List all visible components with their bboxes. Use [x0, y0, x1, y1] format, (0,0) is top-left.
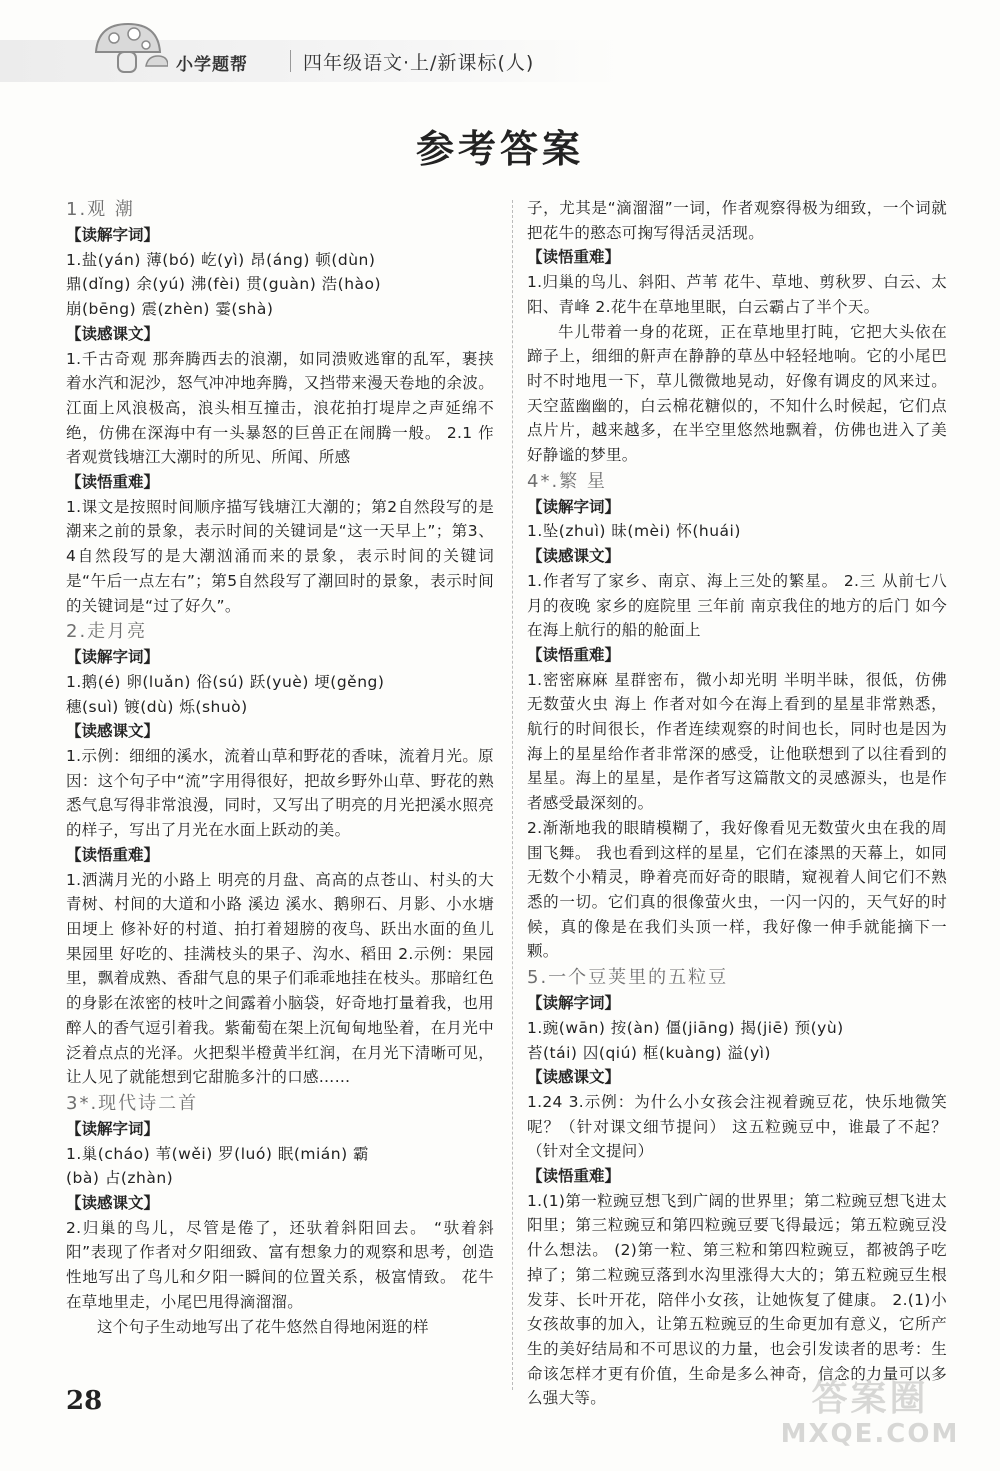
watermark-url: MXQE.COM	[780, 1419, 960, 1449]
section-heading: 【读感课文】	[66, 1194, 160, 1213]
answer-paragraph: 1.作者写了家乡、南京、海上三处的繁星。 2.三 从前七八月的夜晚 家乡的庭院里 三年前 南京我住的地方的后门 如今 在海上航行的船的舱面上	[527, 571, 947, 640]
page-title: 参考答案	[415, 127, 584, 171]
answer-paragraph: 1.归巢的鸟儿、斜阳、芦苇 花牛、草地、剪秋罗、白云、太阳、青峰 2.花牛在草地里眠，白云霸占了半个天。	[527, 273, 947, 316]
answer-paragraph: 1.24 3.示例：为什么小女孩会注视着豌豆花，快乐地微笑呢？（针对课文细节提问） 这五粒豌豆中，谁最了不起？（针对全文提问）	[527, 1092, 947, 1161]
vocab-pinyin-row: (bà) 占(zhàn)	[66, 1169, 174, 1188]
answer-paragraph: 1.千古奇观 那奔腾西去的浪潮，如同溃败逃窜的乱军，裹挟着水汽和泥沙，怒气冲冲地奔腾，又挡带来漫天卷地的余波。江面上风浪极高，浪头相互撞击，浪花拍打堤岸之声延绵不绝，仿佛在深海中有一头暴怒的巨兽正在闹腾一般。 2.1 作者观赏钱塘江大潮时的所见、所闻、所感	[66, 349, 494, 467]
column-divider	[512, 200, 513, 1390]
section-heading: 【读悟重难】	[66, 845, 160, 864]
answer-paragraph: 1.示例：细细的溪水，流着山草和野花的香味，流着月光。原因：这个句子中“流”字用得很好，把故乡野外山草、野花的熟悉气息写得非常浪漫，同时，又写出了明亮的月光把溪水照亮的样子，写出了月光在水面上跃动的美。	[66, 747, 494, 840]
section-heading: 【读感课文】	[66, 722, 160, 741]
section-heading: 【读悟重难】	[527, 1167, 621, 1186]
section-heading: 【读感课文】	[527, 1068, 621, 1087]
header-divider	[290, 50, 291, 72]
answer-paragraph: 牛儿带着一身的花斑，正在草地里打盹，它把大头依在蹄子上，细细的鼾声在静静的草丛中轻轻地响。它的小尾巴时不时地甩一下，草儿微微地晃动，好像有调皮的风来过。天空蓝幽幽的，白云棉花糖似的，不知什么时候起，它们点点片片，越来越多，在半空里悠然地飘着，仿佛也进入了美好静谧的梦里。	[527, 322, 947, 465]
lesson-title: 3*.现代诗二首	[66, 1092, 199, 1114]
answer-paragraph: 1.洒满月光的小路上 明亮的月盘、高高的点苍山、村头的大青树、村间的大道和小路 溪边 溪水、鹅卵石、月影、小水塘 田埂上 修补好的村道、拍打着翅膀的夜鸟、跃出水面的鱼儿 果园里 好吃的、挂满枝头的果子、沟水、稻田 2.示例：果园里，飘着成熟、香甜气息的果子们乖乖地挂在枝头。那暗红色的身影在浓密的枝叶之间露着小脑袋，好奇地打量着我，也用醉人的香气逗引着我。紫葡萄在架上沉甸甸地坠着，在月光中泛着点点的光泽。火把梨半橙黄半红润，在月光下清晰可见，让人见了就能想到它甜脆多汁的口感……	[66, 870, 494, 1087]
lesson-title: 1.观 潮	[66, 199, 135, 220]
watermark-text: 答案圈	[811, 1378, 929, 1419]
vocab-pinyin-row: 穗(suì) 镀(dù) 烁(shuò)	[66, 697, 248, 716]
vocab-pinyin-row: 1.鹅(é) 卵(luǎn) 俗(sú) 跃(yuè) 埂(gěng)	[66, 672, 385, 691]
answer-paragraph: 子，尤其是“滴溜溜”一词，作者观察得极为细致，一个词就把花牛的憨态可掬写得活灵活现。	[527, 199, 947, 242]
section-heading: 【读感课文】	[527, 547, 621, 566]
section-heading: 【读解字词】	[66, 648, 160, 667]
section-heading: 【读感课文】	[66, 324, 160, 343]
vocab-pinyin-row: 1.巢(cháo) 苇(wěi) 罗(luó) 眠(mián) 霸	[66, 1144, 370, 1163]
vocab-pinyin-row: 崩(bēng) 震(zhèn) 霎(shà)	[66, 300, 274, 319]
answer-paragraph: 2.归巢的鸟儿，尽管是倦了，还驮着斜阳回去。 “驮着斜阳”表现了作者对夕阳细致、富有想象力的观察和思考，创造性地写出了鸟儿和夕阳一瞬间的位置关系，极富情致。 花牛在草地里走，小尾巴甩得滴溜溜。	[66, 1218, 494, 1311]
section-heading: 【读解字词】	[527, 497, 621, 516]
answer-paragraph: 1.密密麻麻 星群密布，微小却光明 半明半昧，很低，仿佛无数萤火虫 海上 作者对如今在海上看到的星星非常熟悉，航行的时间很长，作者连续观察的时间也长，同时也是因为海上的星星给作者非常深的感受，让他联想到了以往看到的星星。海上的星星，是作者写这篇散文的灵感源头，也是作者感受最深刻的。	[527, 670, 947, 813]
section-heading: 【读悟重难】	[527, 248, 621, 267]
page-number: 28	[66, 1386, 103, 1416]
vocab-pinyin-row: 鼎(dǐng) 余(yú) 沸(fèi) 贯(guàn) 浩(hào)	[66, 275, 382, 294]
brand-name: 小学题帮	[176, 55, 248, 75]
left-column	[66, 196, 494, 1339]
lesson-title: 5.一个豆荚里的五粒豆	[527, 967, 729, 989]
book-title: 四年级语文·上/新课标(人)	[303, 52, 535, 74]
lesson-title: 4*.繁 星	[527, 470, 607, 492]
watermark-logo	[760, 1379, 980, 1457]
vocab-pinyin-row: 苔(tái) 囚(qiú) 框(kuàng) 溢(yì)	[527, 1043, 771, 1062]
answer-paragraph: 这个句子生动地写出了花牛悠然自得地闲逛的样	[97, 1317, 429, 1336]
answer-paragraph: 1.课文是按照时间顺序描写钱塘江大潮的；第2自然段写的是潮来之前的景象，表示时间的关键词是“这一天早上”；第3、4自然段写的是大潮汹涌而来的景象，表示时间的关键词是“午后一点左右”；第5自然段写了潮回时的景象，表示时间的关键词是“过了好久”。	[66, 497, 494, 615]
mushroom-logo-icon	[88, 18, 168, 78]
right-column	[527, 196, 947, 1411]
answer-paragraph: 1.(1)第一粒豌豆想飞到广阔的世界里；第二粒豌豆想飞进太阳里；第三粒豌豆和第四粒豌豆要飞得最远；第五粒豌豆没什么想法。 (2)第一粒、第三粒和第四粒豌豆，都被鸽子吃掉了；第二粒豌豆落到水沟里涨得大大的；第五粒豌豆生根发芽、长叶开花，陪伴小女孩，让她恢复了健康。 2.(1)小女孩故事的加入，让第五粒豌豆的生命更加有意义，它所产生的美好结局和不可思议的力量，也会引发读者的思考：生命该怎样才更有价值，生命是多么神奇，信念的力量可以多么强大等。	[527, 1191, 947, 1408]
vocab-pinyin-row: 1.盐(yán) 薄(bó) 屹(yì) 昂(áng) 顿(dùn)	[66, 250, 376, 269]
lesson-title: 2.走月亮	[66, 621, 148, 643]
section-heading: 【读悟重难】	[527, 645, 621, 664]
vocab-pinyin-row: 1.坠(zhuì) 昧(mèi) 怀(huái)	[527, 522, 741, 541]
answer-paragraph: 2.渐渐地我的眼睛模糊了，我好像看见无数萤火虫在我的周围飞舞。 我也看到这样的星星，它们在漆黑的天幕上，如同无数个小精灵，睁着亮而好奇的眼睛，窥视着人间它们不熟悉的一切。它们真的很像萤火虫，一闪一闪的，天气好的时候，真的像是在我们头顶一样，我好像一伸手就能摘下一颗。	[527, 818, 947, 961]
section-heading: 【读悟重难】	[66, 473, 160, 492]
vocab-pinyin-row: 1.豌(wān) 按(àn) 僵(jiāng) 揭(jiē) 预(yù)	[527, 1018, 844, 1037]
section-heading: 【读解字词】	[527, 994, 621, 1013]
page-header	[0, 0, 1000, 90]
section-heading: 【读解字词】	[66, 1119, 160, 1138]
section-heading: 【读解字词】	[66, 226, 160, 244]
